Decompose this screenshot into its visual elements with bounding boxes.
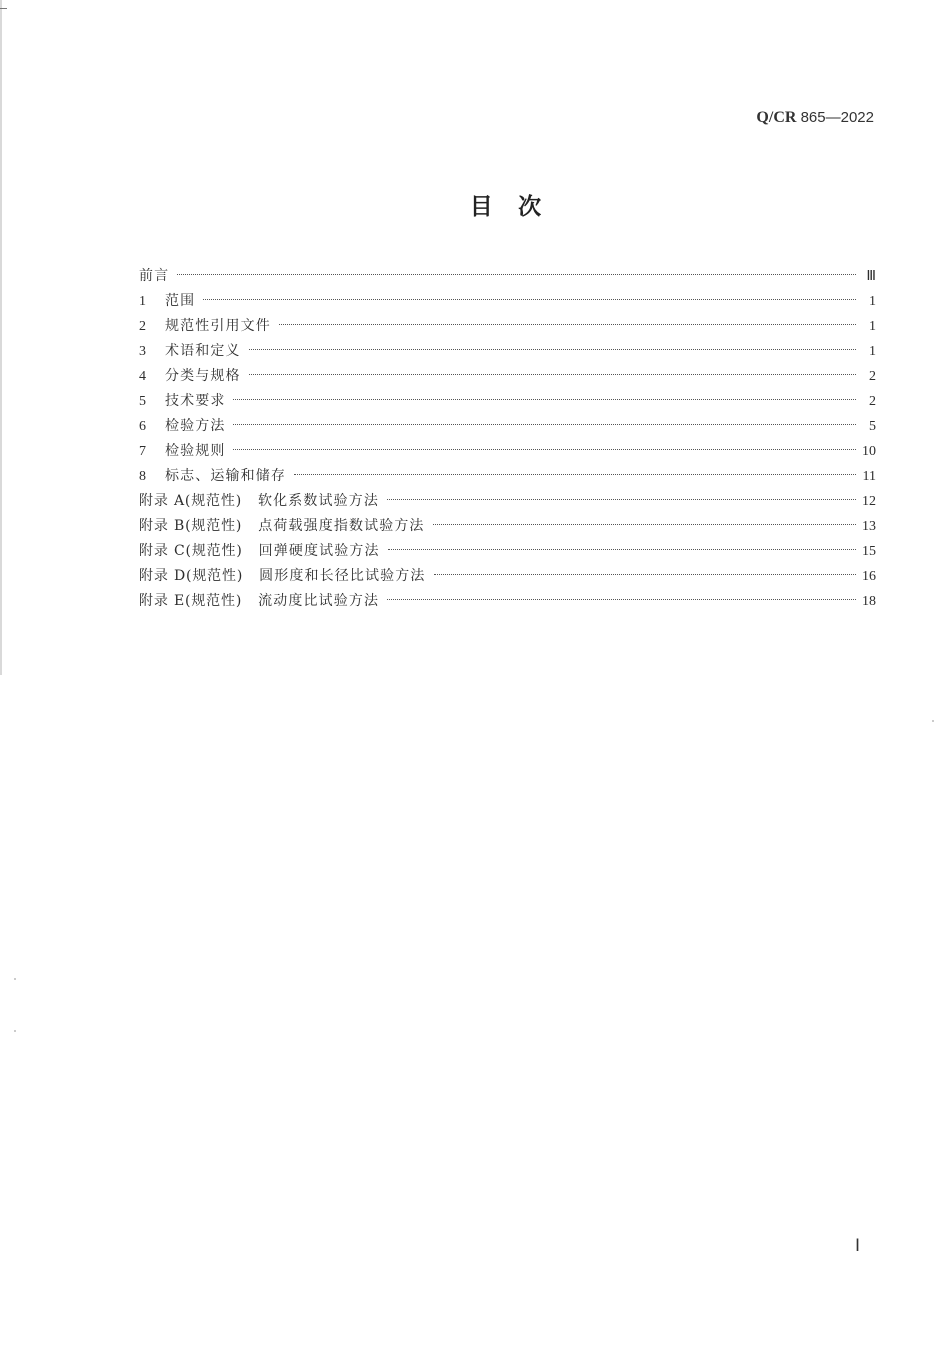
toc-entry-number: 5 [139,394,146,409]
toc-entry-page: 2 [869,394,876,409]
toc-annex-d[interactable] [139,564,876,589]
scan-speck [14,978,16,980]
toc-dot-leader [387,599,856,600]
toc-entry-7[interactable] [139,439,876,464]
toc-entry-8[interactable] [139,464,876,489]
toc-dot-leader [387,499,856,500]
toc-entry-page: 13 [862,519,876,534]
toc-annex-b[interactable] [139,514,876,539]
toc-dot-leader [203,299,856,300]
toc-entry-page: 18 [862,594,876,609]
toc-entry-label: 回弹硬度试验方法 [258,543,380,559]
toc-entry-2[interactable] [139,314,876,339]
toc-dot-leader [177,274,856,275]
table-of-contents [139,264,876,614]
page-number: Ⅰ [855,1236,861,1255]
toc-entry-page: 10 [862,444,876,459]
toc-dot-leader [249,374,856,375]
toc-entry-4[interactable] [139,364,876,389]
toc-dot-leader [233,399,856,400]
scan-edge [0,0,2,675]
toc-entry-foreword[interactable] [139,264,876,289]
toc-entry-label: 软化系数试验方法 [258,493,380,509]
toc-entry-label: 规范性引用文件 [165,318,271,334]
toc-annex-e[interactable] [139,589,876,614]
toc-entry-page: 12 [862,494,876,509]
toc-entry-label: 前言 [139,268,170,284]
toc-entry-page: 15 [862,544,876,559]
toc-entry-label: 圆形度和长径比试验方法 [259,568,426,584]
toc-dot-leader [249,349,856,350]
toc-entry-label: 检验规则 [165,443,226,459]
toc-dot-leader [294,474,856,475]
toc-entry-3[interactable] [139,339,876,364]
toc-entry-label: 技术要求 [165,393,226,409]
toc-entry-page: 1 [869,294,876,309]
toc-entry-6[interactable] [139,414,876,439]
toc-annex-a[interactable] [139,489,876,514]
toc-entry-number: 1 [139,294,146,309]
toc-annex-c[interactable] [139,539,876,564]
toc-entry-label: 流动度比试验方法 [258,593,380,609]
toc-dot-leader [279,324,856,325]
toc-entry-number: 4 [139,369,146,384]
toc-entry-page: 5 [869,419,876,434]
toc-entry-1[interactable] [139,289,876,314]
toc-entry-label: 分类与规格 [165,368,241,384]
standard-number: 865—2022 [800,109,874,126]
toc-dot-leader [433,524,856,525]
toc-entry-number: 7 [139,444,146,459]
toc-title: 目 次 [469,194,543,220]
toc-entry-page: Ⅲ [866,269,876,284]
toc-dot-leader [233,449,856,450]
toc-entry-5[interactable] [139,389,876,414]
toc-entry-label: 术语和定义 [165,343,241,359]
toc-entry-number: 6 [139,419,146,434]
toc-entry-number: 3 [139,344,146,359]
toc-annex-tag: 附录 E(规范性) [139,593,243,609]
standard-org-code: Q/CR [756,109,797,126]
scan-speck [14,1030,16,1032]
toc-annex-tag: 附录 C(规范性) [139,543,243,559]
standard-code [756,109,874,127]
toc-entry-page: 16 [862,569,876,584]
toc-entry-page: 11 [862,469,876,484]
toc-entry-number: 2 [139,319,146,334]
toc-dot-leader [388,549,856,550]
toc-entry-page: 2 [869,369,876,384]
toc-entry-page: 1 [869,319,876,334]
toc-annex-tag: 附录 D(规范性) [139,568,244,584]
toc-dot-leader [434,574,857,575]
toc-annex-tag: 附录 B(规范性) [139,518,243,534]
toc-annex-tag: 附录 A(规范性) [139,493,243,509]
toc-entry-label: 范围 [165,293,196,309]
toc-entry-label: 点荷载强度指数试验方法 [258,518,425,534]
toc-entry-label: 检验方法 [165,418,226,434]
scan-speck [932,720,934,722]
toc-entry-number: 8 [139,469,146,484]
toc-entry-label: 标志、运输和储存 [165,468,286,484]
scan-mark [0,8,7,9]
toc-dot-leader [233,424,856,425]
toc-entry-page: 1 [869,344,876,359]
